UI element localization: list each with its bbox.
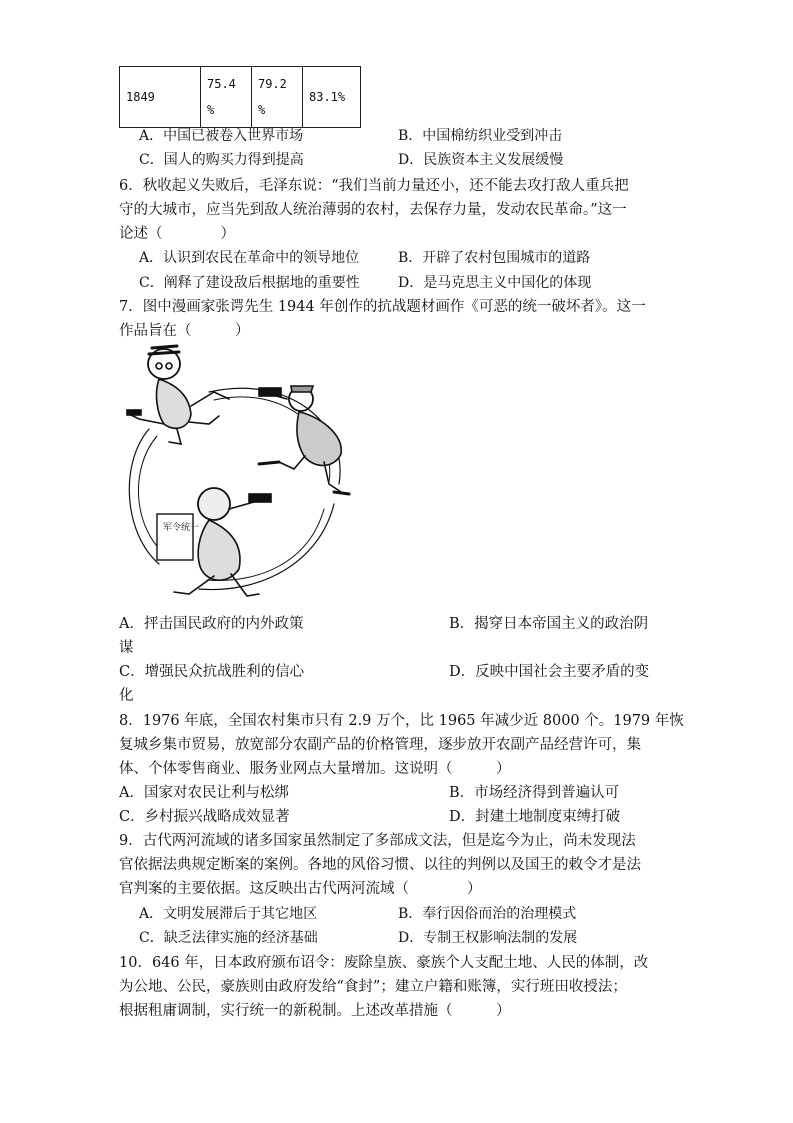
question-stem: 根据租庸调制，实行统一的新税制。上述改革措施（ ） bbox=[119, 1003, 511, 1019]
table-cell: 1849 bbox=[120, 67, 201, 128]
cell-value: 79.2 bbox=[258, 77, 287, 91]
table-cell bbox=[252, 67, 303, 128]
cell-unit: % bbox=[258, 103, 266, 117]
question-stem: 7．图中漫画家张谔先生 1944 年创作的抗战题材画作《可恶的统一破坏者》。这一 bbox=[119, 299, 646, 315]
option-d: D．专制王权影响法制的发展 bbox=[398, 930, 578, 946]
question-stem: 官判案的主要依据。这反映出古代两河流域（ ） bbox=[119, 881, 482, 897]
option-b: B．开辟了农村包围城市的道路 bbox=[398, 250, 591, 266]
question-stem: 守的大城市，应当先到敌人统治薄弱的农村，去保存力量，发动农民革命。”这一 bbox=[119, 202, 627, 218]
option-d-continued: 化 bbox=[119, 688, 134, 704]
option-b: B．中国棉纺织业受到冲击 bbox=[398, 128, 563, 144]
option-a: A．国家对农民让利与松绑 bbox=[119, 785, 289, 801]
table-cell: 83.1% bbox=[303, 67, 361, 128]
option-b: B．奉行因俗而治的治理模式 bbox=[398, 906, 577, 922]
option-b-continued: 谋 bbox=[119, 640, 134, 656]
option-b: B．揭穿日本帝国主义的政治阴 bbox=[449, 616, 649, 632]
question-stem: 8．1976 年底，全国农村集市只有 2.9 万个，比 1965 年减少近 8000 个。1979 年恢 bbox=[119, 713, 684, 729]
question-stem: 6．秋收起义失败后，毛泽东说：“我们当前力量还小，还不能去攻打敌人重兵把 bbox=[119, 178, 629, 194]
cartoon-label: 军令统一 bbox=[163, 523, 200, 533]
cell-value: 75.4 bbox=[207, 77, 236, 91]
option-a: A．抨击国民政府的内外政策 bbox=[119, 616, 304, 632]
question-stem: 论述（ ） bbox=[119, 226, 235, 242]
option-c: C．乡村振兴战略成效显著 bbox=[119, 809, 290, 825]
option-c: C．缺乏法律实施的经济基础 bbox=[139, 930, 318, 946]
option-d: D．民族资本主义发展缓慢 bbox=[398, 152, 564, 168]
question-stem: 10．646 年，日本政府颁布诏令：废除皇族、豪族个人支配土地、人民的体制，改 bbox=[119, 955, 649, 971]
option-a: A．文明发展滞后于其它地区 bbox=[139, 906, 318, 922]
option-a: A．认识到农民在革命中的领导地位 bbox=[139, 250, 360, 266]
option-a: A．中国已被卷入世界市场 bbox=[139, 128, 304, 144]
question-stem: 复城乡集市贸易，放宽部分农副产品的价格管理，逐步放开农副产品经营许可，集 bbox=[119, 737, 641, 753]
data-table bbox=[119, 66, 361, 128]
option-b: B．市场经济得到普遍认可 bbox=[449, 785, 620, 801]
option-c: C．增强民众抗战胜利的信心 bbox=[119, 664, 305, 680]
option-d: D．是马克思主义中国化的体现 bbox=[398, 275, 592, 291]
question-stem: 官依据法典规定断案的案例。各地的风俗习惯、以往的判例以及国王的敕令才是法 bbox=[119, 857, 641, 873]
question-stem: 9．古代两河流域的诸多国家虽然制定了多部成文法，但是迄今为止，尚未发现法 bbox=[119, 833, 636, 849]
question-stem: 体、个体零售商业、服务业网点大量增加。这说明（ ） bbox=[119, 761, 511, 777]
table-row bbox=[120, 67, 361, 128]
option-d: D．反映中国社会主要矛盾的变 bbox=[449, 664, 650, 680]
option-c: C．阐释了建设敌后根据地的重要性 bbox=[139, 275, 360, 291]
option-d: D．封建土地制度束缚打破 bbox=[449, 809, 621, 825]
table-cell bbox=[201, 67, 252, 128]
cartoon-illustration bbox=[119, 344, 354, 610]
cell-unit: % bbox=[207, 103, 215, 117]
question-stem: 为公地、公民，豪族则由政府发给“食封”；建立户籍和账簿，实行班田收授法； bbox=[119, 979, 627, 995]
option-c: C．国人的购买力得到提高 bbox=[139, 152, 304, 168]
question-stem: 作品旨在（ ） bbox=[119, 323, 250, 339]
